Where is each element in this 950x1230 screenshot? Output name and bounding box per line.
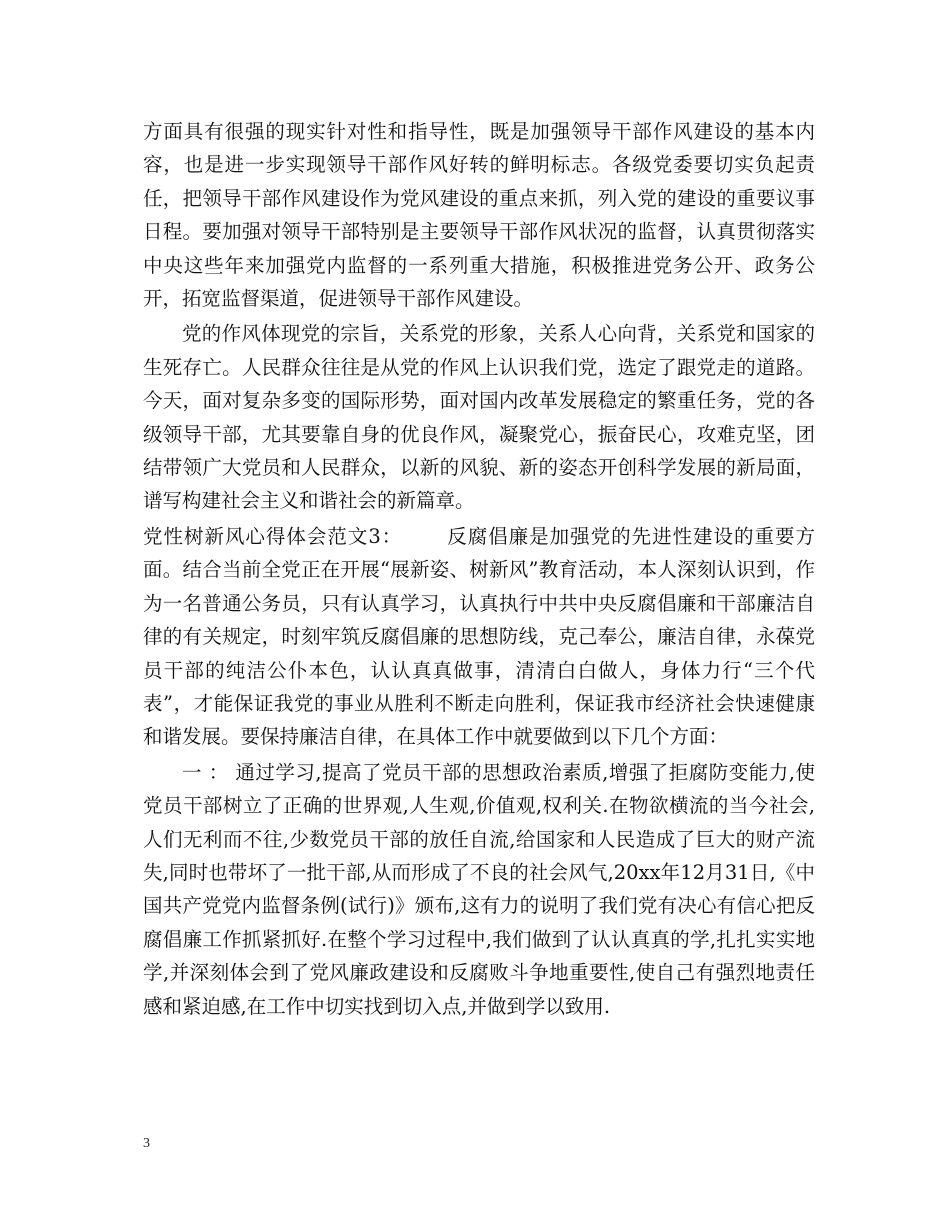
paragraph-3 — [143, 520, 815, 754]
document-body — [143, 115, 815, 1023]
section-heading: 党性树新风心得体会范文3： — [143, 524, 403, 548]
page-number: 3 — [143, 1136, 150, 1151]
paragraph-3-text: 反腐倡廉是加强党的先进性建设的重要方面。结合当前全党正在开展“展新姿、树新风”教育活动，本人深刻认识到，作为一名普通公务员，只有认真学习，认真执行中共中央反腐倡廉和干部廉洁自律的有关规定，时刻牢筑反腐倡廉的思想防线，克己奉公，廉洁自律，永葆党员干部的纯洁公仆本色，认认真真做事，清清白白做人，身体力行“三个代表”，才能保证我党的事业从胜利不断走向胜利，保证我市经济社会快速健康和谐发展。要保持廉洁自律，在具体工作中就要做到以下几个方面： — [143, 524, 815, 749]
paragraph-4: 一 ： 通过学习,提高了党员干部的思想政治素质,增强了拒腐防变能力,使党员干部树立了正确的世界观,人生观,价值观,权利关.在物欲横流的当今社会,人们无利而不往,少数党员干部的放任自流,给国家和人民造成了巨大的财产流失,同时也带坏了一批干部,从而形成了不良的社会风气,20xx年12月31日,《中国共产党党内监督条例(试行)》颁布,这有力的说明了我们党有决心有信心把反腐倡廉工作抓紧抓好.在整个学习过程中,我们做到了认认真真的学,扎扎实实地学,并深刻体会到了党风廉政建设和反腐败斗争地重要性,使自己有强烈地责任感和紧迫感,在工作中切实找到切入点,并做到学以致用. — [143, 760, 815, 1018]
paragraph-2: 党的作风体现党的宗旨，关系党的形象，关系人心向背，关系党和国家的生死存亡。人民群众往往是从党的作风上认识我们党，选定了跟党走的道路。今天，面对复杂多变的国际形势，面对国内改革发展稳定的繁重任务，党的各级领导干部，尤其要靠自身的优良作风，凝聚党心，振奋民心，攻难克坚，团结带领广大党员和人民群众，以新的风貌、新的姿态开创科学发展的新局面，谱写构建社会主义和谐社会的新篇章。 — [143, 322, 815, 513]
paragraph-1: 方面具有很强的现实针对性和指导性，既是加强领导干部作风建设的基本内容，也是进一步实现领导干部作风好转的鲜明标志。各级党委要切实负起责任，把领导干部作风建设作为党风建设的重点来抓，列入党的建设的重要议事日程。要加强对领导干部特别是主要领导干部作风状况的监督，认真贯彻落实中央这些年来加强党内监督的一系列重大措施，积极推进党务公开、政务公开，拓宽监督渠道，促进领导干部作风建设。 — [143, 120, 815, 311]
